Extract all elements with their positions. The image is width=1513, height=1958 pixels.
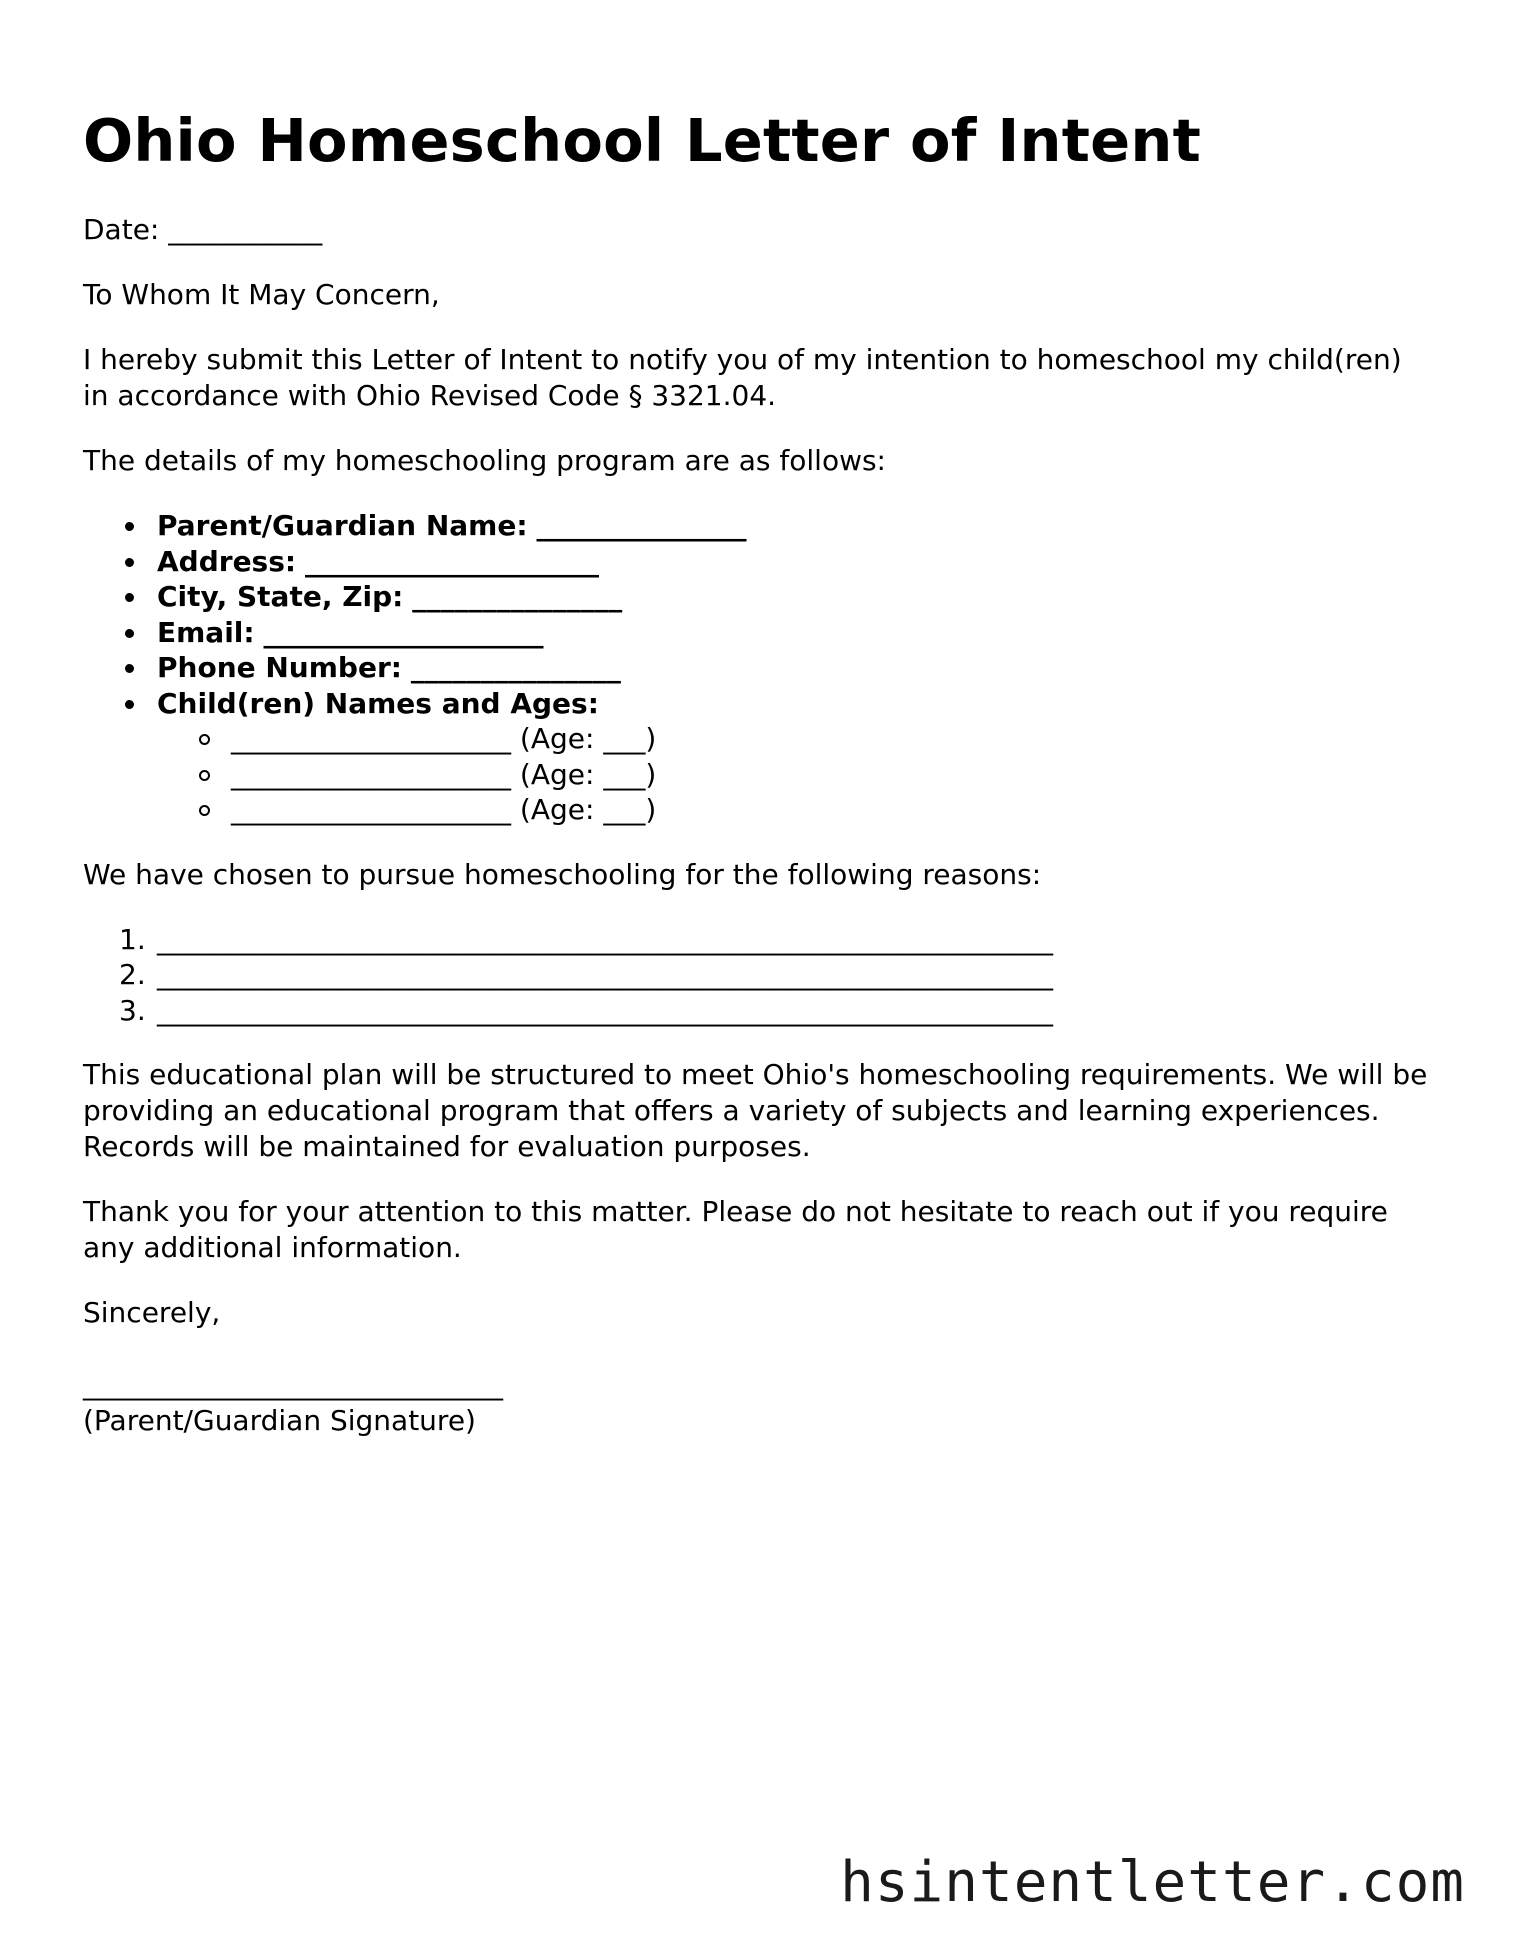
- child-entry-text: ____________________ (Age: ___): [231, 722, 657, 755]
- signature-caption: (Parent/Guardian Signature): [83, 1404, 476, 1437]
- signature-line: ______________________________: [83, 1368, 503, 1401]
- circle-bullet-icon: [199, 805, 210, 816]
- reasons-list: [83, 922, 1433, 1029]
- bullet-icon: [125, 700, 134, 709]
- detail-blank: _______________: [412, 580, 623, 613]
- intro-paragraph: I hereby submit this Letter of Intent to notify you of my intention to homeschool my child(ren) in accordance with Ohio Revised Code § 3321.04.: [83, 343, 1402, 412]
- salutation: To Whom It May Concern,: [83, 278, 440, 311]
- detail-label: Phone Number:: [157, 651, 402, 684]
- bullet-icon: [125, 558, 134, 567]
- reason-item: [119, 993, 1433, 1029]
- detail-blank: _____________________: [305, 544, 599, 578]
- detail-label: Email:: [157, 615, 255, 649]
- child-entry: [231, 757, 1433, 793]
- detail-blank: _______________: [536, 509, 747, 542]
- child-entry: [231, 792, 1433, 828]
- reasons-intro: We have chosen to pursue homeschooling for the following reasons:: [83, 857, 1042, 891]
- page-title: Ohio Homeschool Letter of Intent: [83, 106, 1201, 175]
- circle-bullet-icon: [199, 770, 210, 781]
- detail-label: Parent/Guardian Name:: [157, 509, 528, 542]
- details-intro: The details of my homeschooling program are as follows:: [83, 444, 886, 477]
- reason-number: 3.: [119, 993, 146, 1027]
- reason-item: [119, 957, 1433, 993]
- detail-item-address: [157, 544, 1433, 580]
- letter-page: [83, 104, 1433, 1439]
- plan-paragraph: This educational plan will be structured to meet Ohio's homeschooling requirements. We will be providing an educational program that offers a variety of subjects and learning experiences. Records will be maintained for evaluation purposes.: [83, 1058, 1428, 1163]
- detail-item-email: [157, 615, 1433, 651]
- child-entry-text: ____________________ (Age: ___): [231, 793, 657, 826]
- circle-bullet-icon: [199, 734, 210, 745]
- reason-item: [119, 922, 1433, 958]
- children-list: [157, 721, 1433, 828]
- detail-item-parent-name: [157, 508, 1433, 544]
- detail-blank: ____________________: [263, 615, 544, 649]
- details-list: [83, 508, 1433, 828]
- bullet-icon: [125, 629, 134, 638]
- detail-label: Child(ren) Names and Ages:: [157, 686, 599, 720]
- child-entry: [231, 721, 1433, 757]
- detail-label: City, State, Zip:: [157, 580, 404, 613]
- detail-blank: _______________: [410, 651, 621, 684]
- bullet-icon: [125, 522, 134, 531]
- bullet-icon: [125, 664, 134, 673]
- closing: Sincerely,: [83, 1296, 221, 1329]
- detail-item-city-state-zip: [157, 579, 1433, 615]
- thanks-paragraph: Thank you for your attention to this matter. Please do not hesitate to reach out if you require any additional information.: [83, 1195, 1388, 1264]
- bullet-icon: [125, 593, 134, 602]
- detail-label: Address:: [157, 544, 297, 578]
- reason-number: 2.: [119, 958, 146, 991]
- detail-item-phone: [157, 650, 1433, 686]
- site-watermark: hsintentletter.com: [840, 1850, 1465, 1915]
- reason-blank: ________________________________________________________________: [157, 922, 1053, 956]
- child-entry-text: ____________________ (Age: ___): [231, 757, 657, 791]
- reason-number: 1.: [119, 922, 146, 956]
- reason-blank: ________________________________________________________________: [157, 958, 1053, 991]
- detail-item-children: [157, 686, 1433, 828]
- date-line: Date: ___________: [83, 213, 323, 246]
- reason-blank: ________________________________________________________________: [157, 993, 1053, 1027]
